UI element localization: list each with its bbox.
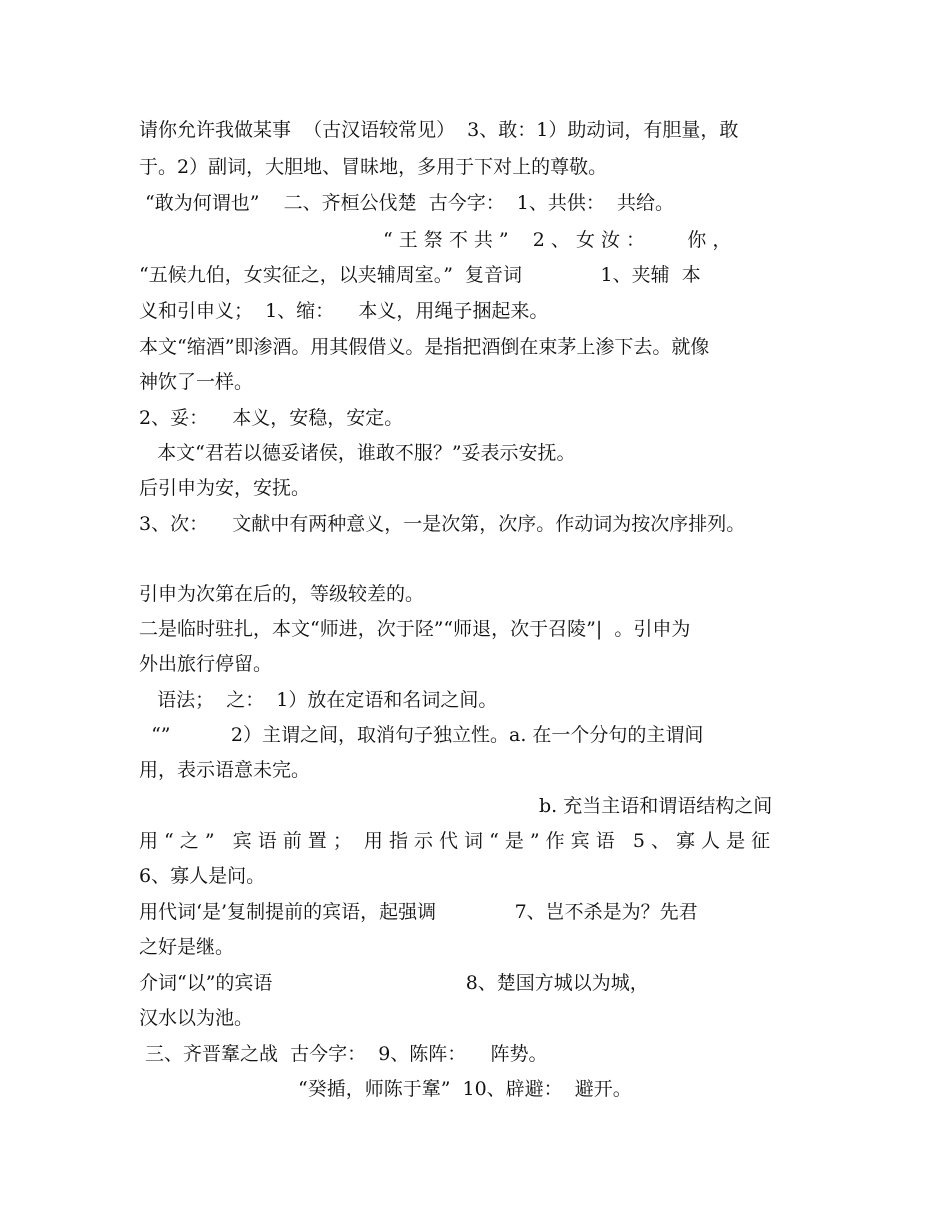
text-line-27: “癸揗，师陈于鞌” 10、辟避： 避开。 bbox=[298, 1078, 632, 1100]
text-line-22: 用代词‘是’复制提前的宾语，起强调 7、岂不杀是为？先君 bbox=[139, 901, 698, 923]
text-line-11: 后引申为安，安抚。 bbox=[139, 477, 311, 499]
text-line-2: 于。2）副词，大胆地、冒昧地，多用于下对上的尊敬。 bbox=[139, 156, 608, 178]
text-line-4: “ 王 祭 不 共 ” 2 、 女 汝 ： 你 ， bbox=[383, 229, 732, 251]
text-line-14: 二是临时驻扎，本文“师进，次于陉”“师退，次于召陵”| 。引申为 bbox=[139, 618, 691, 640]
text-line-12: 3、次： 文献中有两种意义，一是次第，次序。作动词为按次序排列。 bbox=[139, 513, 746, 535]
text-line-26: 三、齐晋鞌之战 古今字： 9、陈阵： 阵势。 bbox=[139, 1043, 548, 1065]
text-line-19: b. 充当主语和谓语结构之间 bbox=[539, 795, 773, 817]
text-line-25: 汉水以为池。 bbox=[139, 1007, 254, 1029]
text-line-6: 义和引申义； 1、缩： 本义，用绳子捆起来。 bbox=[139, 300, 549, 322]
text-line-1: 请你允许我做某事 （古汉语较常见） 3、敢：1）助动词，有胆量，敢 bbox=[139, 119, 739, 141]
text-line-23: 之好是继。 bbox=[139, 936, 235, 958]
text-line-13: 引申为次第在后的，等级较差的。 bbox=[139, 583, 425, 605]
text-line-20: 用 “ 之 ” 宾 语 前 置 ； 用 指 示 代 词 “ 是 ” 作 宾 语 5 、 寡 人 是 征 bbox=[139, 830, 771, 852]
text-line-10: 本文“君若以德妥诸侯，谁敢不服？”妥表示安抚。 bbox=[139, 442, 576, 464]
text-line-16: 语法； 之： 1）放在定语和名词之间。 bbox=[139, 689, 498, 711]
text-line-18: 用，表示语意未完。 bbox=[139, 759, 311, 781]
text-line-17: “” 2）主谓之间，取消句子独立性。a. 在一个分句的主谓间 bbox=[139, 724, 704, 746]
text-line-3: “敢为何谓也” 二、齐桓公伐楚 古今字： 1、共供： 共给。 bbox=[139, 192, 674, 214]
text-line-5: “五候九伯，女实征之，以夹辅周室。” 复音词 1、夹辅 本 bbox=[139, 264, 701, 286]
text-line-9: 2、妥： 本义，安稳，安定。 bbox=[139, 407, 404, 429]
text-line-21: 6、寡人是问。 bbox=[139, 865, 266, 887]
text-line-15: 外出旅行停留。 bbox=[139, 653, 273, 675]
text-line-8: 神饮了一样。 bbox=[139, 371, 254, 393]
text-line-24: 介词“以”的宾语 8、楚国方城以为城， bbox=[139, 972, 649, 994]
text-line-7: 本文“缩酒”即渗酒。用其假借义。是指把酒倒在束茅上渗下去。就像 bbox=[139, 336, 710, 358]
